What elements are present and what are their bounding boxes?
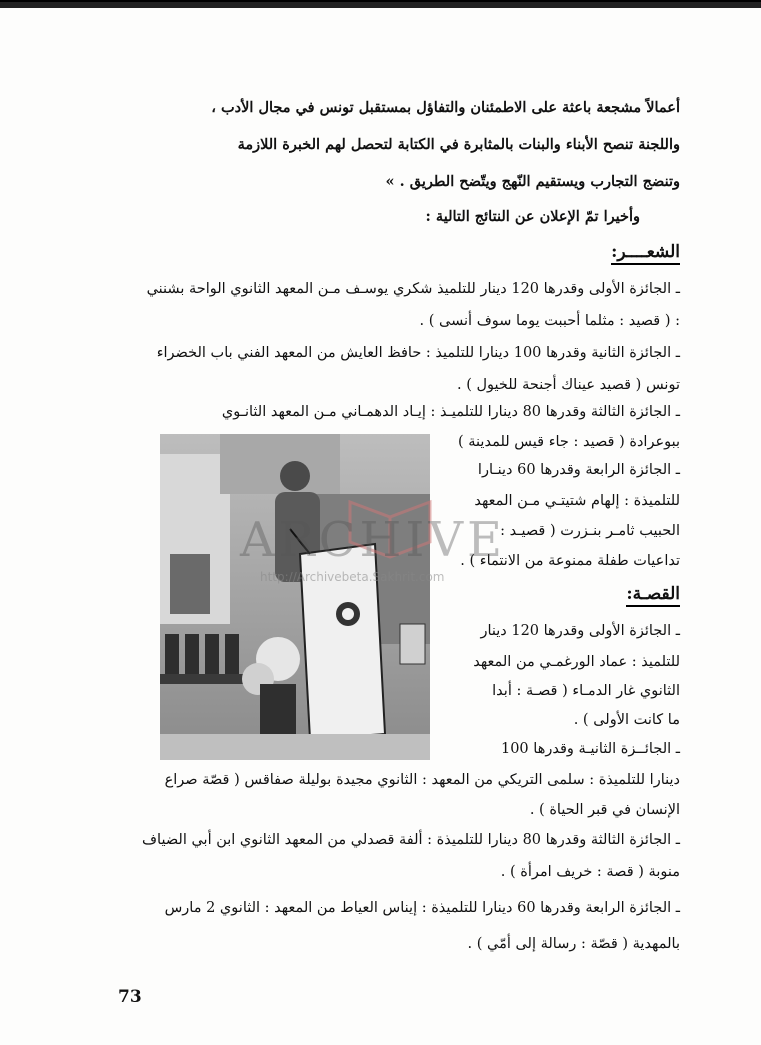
story-line: ـ الجائزة الأولى وقدرها 120 دينار: [480, 623, 680, 639]
story-line: الثانوي غار الدمـاء ( قصـة : أبدا: [492, 683, 680, 699]
story-line: ـ الجائــزة الثانيـة وقدرها 100: [500, 741, 680, 757]
intro-line: أعمالاً مشجعة باعثة على الاطمئنان والتفاؤل بمستقبل تونس في مجال الأدب ،: [211, 99, 680, 116]
poetry-line: تونس ( قصيد عيناك أجنحة للخيول ) .: [457, 377, 680, 393]
poetry-line: ـ الجائزة الرابعة وقدرها 60 دينـارا: [477, 462, 680, 478]
poetry-line: الحبيب ثامـر بنـزرت ( قصيـد :: [500, 523, 680, 539]
poetry-line: ـ الجائزة الثانية وقدرها 100 دينارا للتلميذ : حافظ العايش من المعهد الفني باب الخضراء: [156, 345, 680, 361]
intro-line: وتنضج التجارب ويستقيم النّهج ويتّضح الطريق . »: [385, 173, 680, 190]
watermark-title: ARCHIVE: [240, 512, 507, 568]
poetry-line: للتلميذة : إلهام شتيتـي مـن المعهد: [474, 493, 680, 509]
story-line: بالمهدية ( قصّة : رسالة إلى أمّي ) .: [467, 936, 680, 952]
intro-line: واللجنة تنصح الأبناء والبنات بالمثابرة في الكتابة لتحصل لهم الخبرة اللازمة: [237, 136, 680, 153]
intro-line: وأخيرا تمّ الإعلان عن النتائج التالية :: [425, 208, 640, 225]
poetry-line: ـ الجائزة الثالثة وقدرها 80 دينارا للتلميـذ : إيـاد الدهمـاني مـن المعهد الثانـوي: [221, 404, 680, 420]
poetry-line: تداعيات طفلة ممنوعة من الانتماء ) .: [460, 553, 680, 569]
story-line: ـ الجائزة الثالثة وقدرها 80 دينارا للتلميذة : ألفة قصدلي من المعهد الثانوي ابن أبي الضياف: [142, 832, 680, 848]
poetry-line: ببوعرادة ( قصيد : جاء قيس للمدينة ): [458, 434, 680, 450]
ceremony-photo: [160, 434, 430, 760]
story-heading: القصـة:: [626, 584, 680, 607]
story-line: الإنسان في قبر الحياة ) .: [529, 802, 680, 818]
story-line: للتلميذ : عماد الورغمـي من المعهد: [473, 654, 680, 670]
poetry-heading: الشعــــر:: [611, 242, 680, 265]
poetry-line: : ( قصيد : مثلما أحببت يوما سوف أنسى ) .: [419, 313, 680, 329]
story-line: دينارا للتلميذة : سلمى التريكي من المعهد : الثانوي مجيدة بوليلة صفاقس ( قصّة صراع: [164, 772, 680, 788]
ceremony-photo-illustration: [160, 434, 430, 760]
story-line: ما كانت الأولى ) .: [573, 712, 680, 728]
story-line: ـ الجائزة الرابعة وقدرها 60 دينارا للتلميذة : إيناس العياط من المعهد : الثانوي 2 مارس: [164, 900, 680, 916]
page-number: 73: [118, 987, 142, 1007]
story-line: منوبة ( قصة : خريف امرأة ) .: [500, 864, 680, 880]
watermark-url: http://Archivebeta.Sakhrit.com: [260, 570, 445, 584]
poetry-line: ـ الجائزة الأولى وقدرها 120 دينار للتلميذ شكري يوسـف مـن المعهد الثانوي الواحة بشنني: [146, 281, 680, 297]
